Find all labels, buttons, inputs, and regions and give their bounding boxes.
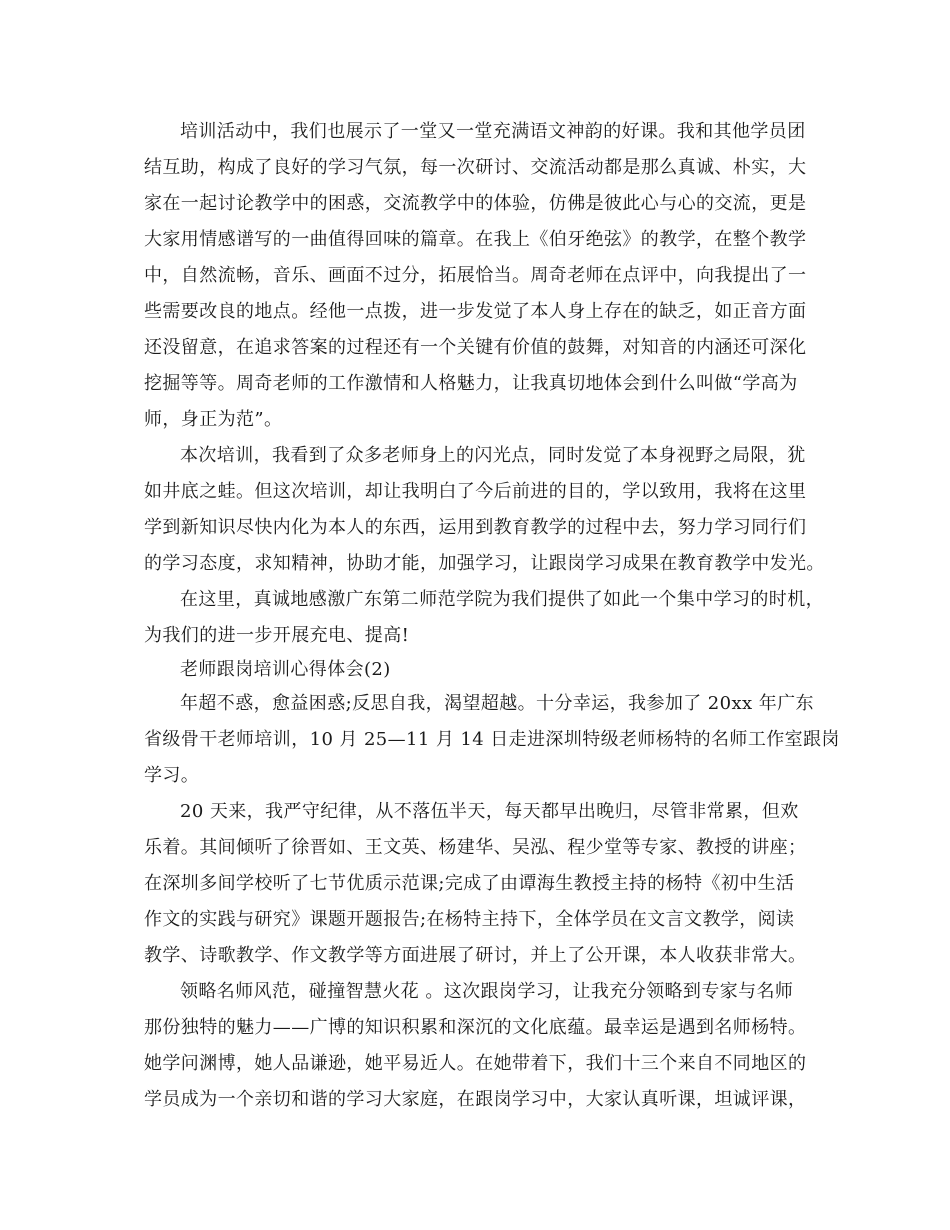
section-heading: 老师跟岗培训心得体会(2) bbox=[180, 659, 391, 680]
paragraph-line: 如井底之蛙。但这次培训，却让我明白了今后前进的目的，学以致用，我将在这里 bbox=[144, 481, 807, 502]
paragraph-line: 在深圳多间学校听了七节优质示范课;完成了由谭海生教授主持的杨特《初中生活 bbox=[144, 873, 795, 894]
paragraph-line: 培训活动中，我们也展示了一堂又一堂充满语文神韵的好课。我和其他学员团 bbox=[180, 121, 806, 142]
paragraph-line: 乐着。其间倾听了徐晋如、王文英、杨建华、吴泓、程少堂等专家、教授的讲座； bbox=[144, 837, 807, 858]
paragraph-line: 省级骨干老师培训，10 月 25—11 月 14 日走进深圳特级老师杨特的名师工作室跟岗 bbox=[144, 729, 840, 750]
paragraph-line: 的学习态度，求知精神，协助才能，加强学习，让跟岗学习成果在教育教学中发光。 bbox=[144, 553, 825, 574]
paragraph-line: 大家用情感谱写的一曲值得回味的篇章。在我上《伯牙绝弦》的教学，在整个教学 bbox=[144, 229, 807, 250]
paragraph-line: 些需要改良的地点。经他一点拨，进一步发觉了本人身上存在的缺乏，如正音方面 bbox=[144, 301, 807, 322]
paragraph-line: 年超不惑，愈益困惑;反思自我，渴望超越。十分幸运，我参加了 20xx 年广东 bbox=[180, 693, 814, 714]
paragraph-line: 学习。 bbox=[144, 765, 200, 786]
paragraph-line: 挖掘等等。周奇老师的工作激情和人格魅力，让我真切地体会到什么叫做“学高为 bbox=[144, 373, 798, 394]
paragraph-line: 中，自然流畅，音乐、画面不过分，拓展恰当。周奇老师在点评中，向我提出了一 bbox=[144, 265, 807, 286]
paragraph-line: 在这里，真诚地感激广东第二师范学院为我们提供了如此一个集中学习的时机， bbox=[180, 589, 824, 610]
paragraph-line: 还没留意，在追求答案的过程还有一个关键有价值的鼓舞，对知音的内涵还可深化 bbox=[144, 337, 807, 358]
paragraph-line: 家在一起讨论教学中的困惑，交流教学中的体验，仿佛是彼此心与心的交流，更是 bbox=[144, 193, 807, 214]
paragraph-line: 作文的实践与研究》课题开题报告;在杨特主持下，全体学员在文言文教学，阅读 bbox=[144, 909, 795, 930]
paragraph-line: 教学、诗歌教学、作文教学等方面进展了研讨，并上了公开课，本人收获非常大。 bbox=[144, 945, 807, 966]
paragraph-line: 领略名师风范，碰撞智慧火花 。这次跟岗学习，让我充分领略到专家与名师 bbox=[180, 981, 794, 1002]
paragraph-line: 本次培训，我看到了众多老师身上的闪光点，同时发觉了本身视野之局限，犹 bbox=[180, 445, 806, 466]
paragraph-line: 为我们的进一步开展充电、提高! bbox=[144, 625, 410, 646]
paragraph-line: 她学问渊博，她人品谦逊，她平易近人。在她带着下，我们十三个来自不同地区的 bbox=[144, 1053, 807, 1074]
paragraph-line: 20 天来，我严守纪律，从不落伍半天，每天都早出晚归，尽管非常累，但欢 bbox=[180, 801, 799, 822]
paragraph-line: 师，身正为范”。 bbox=[144, 409, 283, 430]
paragraph-line: 那份独特的魅力——广博的知识积累和深沉的文化底蕴。最幸运是遇到名师杨特。 bbox=[144, 1017, 807, 1038]
paragraph-line: 学员成为一个亲切和谐的学习大家庭，在跟岗学习中，大家认真听课，坦诚评课， bbox=[144, 1089, 807, 1110]
paragraph-line: 学到新知识尽快内化为本人的东西，运用到教育教学的过程中去，努力学习同行们 bbox=[144, 517, 807, 538]
paragraph-line: 结互助，构成了良好的学习气氛，每一次研讨、交流活动都是那么真诚、朴实，大 bbox=[144, 157, 807, 178]
